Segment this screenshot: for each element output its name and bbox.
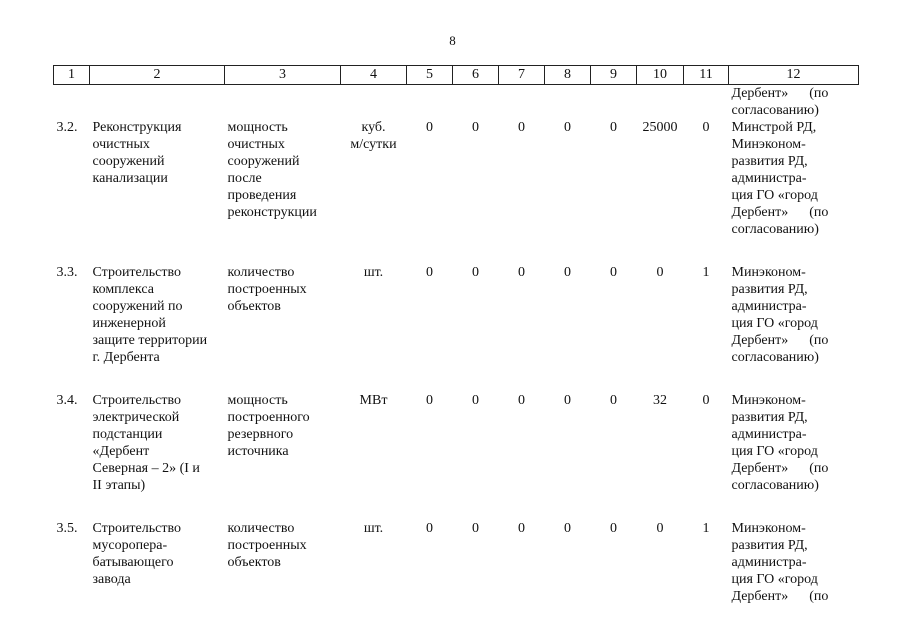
text-line: развития РД, [731,410,808,425]
table-row [54,264,859,366]
indicator-cell [225,520,341,605]
header-cell: 3 [225,66,341,85]
text-line: шт. [363,265,384,280]
text-line: администра- [731,427,807,442]
header-cell: 9 [591,66,637,85]
text-line: комплекса [92,282,154,297]
responsible-cell [729,392,859,494]
value-cell: 0 [426,521,433,536]
text-line: после [227,171,262,186]
text-line: администра- [731,171,807,186]
text-line: объектов [227,555,281,570]
text-line: мощность [227,393,288,408]
text-line: развития РД, [731,154,808,169]
text-line: Строительство [92,265,181,280]
row-number: 3.5. [56,521,78,536]
value-cell: 0 [610,120,617,135]
text-line: Реконструкция [92,120,182,135]
header-cell: 10 [637,66,684,85]
value-cell: 0 [472,393,479,408]
responsible-cell [729,264,859,366]
text-line: Строительство [92,521,181,536]
text-line: количество [227,265,295,280]
measure-name-cell [90,264,225,366]
row-spacer [54,366,859,392]
table-row [54,392,859,494]
unit-cell [341,392,407,494]
text-line: сооружений [92,154,165,169]
responsible-cell [729,119,859,238]
table-row [54,520,859,605]
header-cell: 7 [499,66,545,85]
responsible-cell [729,520,859,605]
text-line: количество [227,521,295,536]
text-line: канализации [92,171,168,186]
text-line: ция ГО «город [731,316,818,331]
value-cell: 1 [702,521,710,536]
text-line: мусоропера- [92,538,168,553]
unit-cell [341,119,407,238]
text-line: согласованию) [731,222,819,237]
text-line: источника [227,444,289,459]
text-line: батывающего [92,555,174,570]
value-cell: 0 [656,265,664,280]
value-cell: 1 [702,265,710,280]
text-line: подстанции [92,427,163,442]
value-cell: 0 [426,393,433,408]
text-line: защите территории [92,333,208,348]
value-cell: 0 [656,521,664,536]
text-line: м/сутки [350,137,397,152]
text-line: Минстрой РД, [731,120,817,135]
value-cell: 0 [702,120,710,135]
text-line: ция ГО «город [731,444,818,459]
text-line: Дербент» (по [731,205,829,220]
unit-cell [341,520,407,605]
text-line: Минэконом- [731,265,806,280]
text-line: построенного [227,410,310,425]
text-line: Минэконом- [731,137,806,152]
text-line: инженерной [92,316,166,331]
text-line: Дербент» (по [731,86,829,101]
text-line: администра- [731,299,807,314]
text-line: развития РД, [731,282,808,297]
text-line: ция ГО «город [731,188,818,203]
text-line: Дербент» (по [731,589,829,604]
program-table [53,65,859,605]
text-line: сооружений [227,154,300,169]
continuation-row [54,85,859,120]
text-line: объектов [227,299,281,314]
text-line: Северная – 2» (I и [92,461,200,476]
text-line: мощность [227,120,288,135]
header-cell: 8 [545,66,591,85]
text-line: II этапы) [92,478,146,493]
indicator-cell [225,392,341,494]
value-cell: 0 [610,521,617,536]
value-cell: 0 [518,521,525,536]
value-cell: 32 [653,393,667,408]
header-row [54,66,859,85]
text-line: «Дербент [92,444,150,459]
text-line: резервного [227,427,294,442]
value-cell: 0 [564,393,571,408]
row-spacer [54,494,859,520]
indicator-cell [225,119,341,238]
text-line: очистных [227,137,285,152]
text-line: проведения [227,188,297,203]
text-line: согласованию) [731,103,819,118]
header-cell: 5 [407,66,453,85]
text-line: очистных [92,137,150,152]
text-line: Строительство [92,393,181,408]
value-cell: 0 [702,393,710,408]
text-line: Дербент» (по [731,333,829,348]
value-cell: 0 [564,265,571,280]
header-cell: 4 [341,66,407,85]
value-cell: 0 [472,521,479,536]
text-line: электрической [92,410,180,425]
row-number: 3.3. [56,265,78,280]
text-line: построенных [227,538,307,553]
indicator-cell [225,264,341,366]
text-line: Минэконом- [731,393,806,408]
text-line: построенных [227,282,307,297]
text-line: Минэконом- [731,521,806,536]
value-cell: 0 [472,265,479,280]
header-cell: 11 [684,66,729,85]
text-line: куб. [361,120,386,135]
measure-name-cell [90,520,225,605]
header-cell: 6 [453,66,499,85]
text-line: сооружений по [92,299,183,314]
text-line: г. Дербента [92,350,160,365]
value-cell: 0 [610,265,617,280]
unit-cell [341,264,407,366]
text-line: Дербент» (по [731,461,829,476]
text-line: реконструкции [227,205,317,220]
measure-name-cell [90,119,225,238]
value-cell: 0 [472,120,479,135]
value-cell: 0 [518,120,525,135]
value-cell: 0 [610,393,617,408]
text-line: развития РД, [731,538,808,553]
header-cell: 1 [54,66,90,85]
value-cell: 0 [518,265,525,280]
header-cell: 2 [90,66,225,85]
text-line: согласованию) [731,350,819,365]
value-cell: 0 [518,393,525,408]
header-cell: 12 [729,66,859,85]
value-cell: 0 [564,521,571,536]
row-number: 3.2. [56,120,78,135]
value-cell: 0 [426,265,433,280]
text-line: администра- [731,555,807,570]
measure-name-cell [90,392,225,494]
text-line: МВт [359,393,388,408]
row-spacer [54,238,859,264]
text-line: завода [92,572,131,587]
page-number: 8 [449,33,456,48]
responsible-cell [729,85,859,120]
value-cell: 0 [426,120,433,135]
table-row [54,119,859,238]
text-line: шт. [363,521,384,536]
value-cell: 25000 [642,120,678,135]
row-number: 3.4. [56,393,78,408]
text-line: согласованию) [731,478,819,493]
text-line: ция ГО «город [731,572,818,587]
value-cell: 0 [564,120,571,135]
